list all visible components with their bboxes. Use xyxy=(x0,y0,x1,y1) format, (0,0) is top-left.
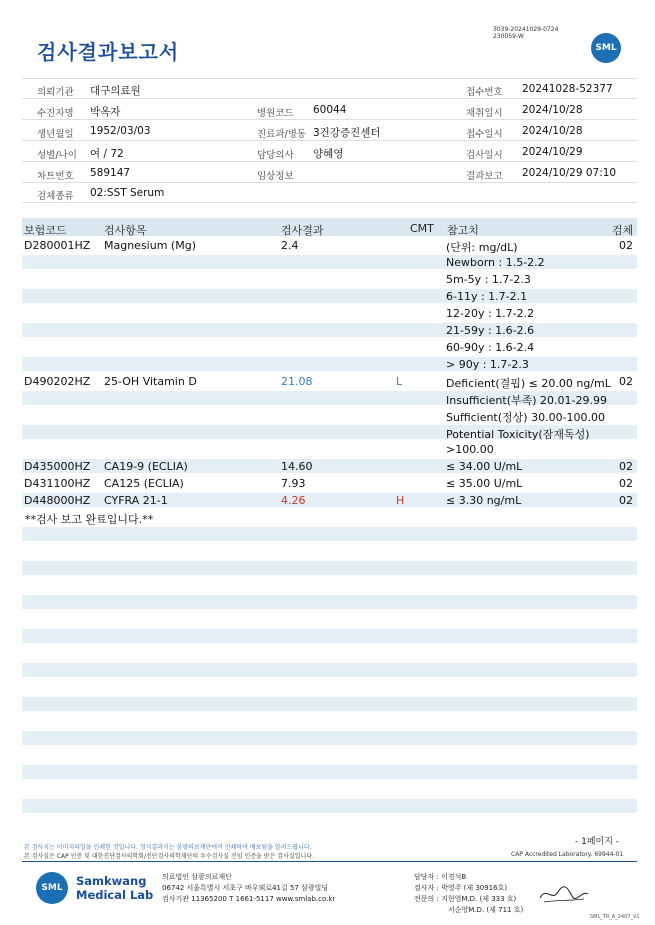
insurance-code-cell: D280001HZ xyxy=(24,239,91,252)
staff-specialist-1: 전문의 : 지현영M.D. (제 333 호) xyxy=(414,895,517,903)
report-title: 검사결과보고서 xyxy=(37,40,180,64)
specimen-cell: 02 xyxy=(619,239,633,252)
reference-cell: Insufficient(부족) 20.01-29.99 xyxy=(446,394,607,407)
form-code: SML_TR_A_2407_V1 xyxy=(590,914,640,920)
test-item-cell: CA19-9 (ECLIA) xyxy=(104,460,188,473)
brand-line2: Medical Lab xyxy=(76,888,154,902)
reference-cell: 5m-5y : 1.7-2.3 xyxy=(446,273,531,286)
empty-row-band xyxy=(22,561,637,575)
signature-icon xyxy=(538,882,590,906)
insurance-code-cell: D431100HZ xyxy=(24,477,91,490)
name-value: 박옥자 xyxy=(90,106,121,118)
footer-staff-block xyxy=(414,872,523,916)
empty-row-band xyxy=(22,629,637,643)
empty-row-band xyxy=(22,731,637,745)
document-number-line2: 230059-W xyxy=(493,33,524,40)
footer-address-block xyxy=(162,872,335,905)
chart-value: 589147 xyxy=(90,167,131,179)
reference-cell: Newborn : 1.5-2.2 xyxy=(446,256,545,269)
divider xyxy=(22,161,637,162)
specimen-value: 02:SST Serum xyxy=(90,187,165,199)
result-cell: 2.4 xyxy=(281,239,299,252)
header-reference: 참고치 xyxy=(447,224,479,237)
empty-row-band xyxy=(22,595,637,609)
specimen-label: 검체종류 xyxy=(37,191,74,202)
document-number xyxy=(493,26,558,40)
reference-cell: 60-90y : 1.6-2.4 xyxy=(446,341,535,354)
empty-row-band xyxy=(22,799,637,813)
insurance-code-cell: D448000HZ xyxy=(24,494,91,507)
row-band xyxy=(22,357,637,371)
staff-tester: 검사자 : 박영주 (제 30916호) xyxy=(414,884,508,892)
header-test-item: 검사항목 xyxy=(104,224,147,237)
staff-specialist-2: 서순영M.D. (제 711 호) xyxy=(448,906,524,914)
dob-label: 생년월일 xyxy=(37,129,74,140)
footer-brand xyxy=(76,874,153,902)
test-date-value: 2024/10/29 xyxy=(522,146,583,158)
page-number: - 1페이지 - xyxy=(575,837,620,847)
divider xyxy=(22,78,637,79)
reference-cell: 12-20y : 1.7-2.2 xyxy=(446,307,535,320)
reference-cell: 6-11y : 1.7-2.1 xyxy=(446,290,528,303)
result-cell: 21.08 xyxy=(281,375,313,388)
footer-divider xyxy=(22,861,637,862)
reference-cell: ≤ 35.00 U/mL xyxy=(446,477,523,490)
result-cell: 14.60 xyxy=(281,460,313,473)
reference-cell: > 90y : 1.7-2.3 xyxy=(446,358,529,371)
receipt-number-label: 접수번호 xyxy=(466,87,503,98)
document-number-line1: 3039-20241029-0724 xyxy=(493,26,559,33)
empty-row-band xyxy=(22,527,637,541)
doctor-value: 양혜영 xyxy=(313,148,344,160)
chart-label: 차트번호 xyxy=(37,171,74,182)
report-complete-note: **검사 보고 완료입니다.** xyxy=(25,513,154,526)
org-name: 의료법인 삼광의료재단 xyxy=(162,873,232,881)
result-cell: 7.93 xyxy=(281,477,306,490)
footer-sml-logo: SML xyxy=(36,872,68,904)
empty-row-band xyxy=(22,663,637,677)
sml-logo: SML xyxy=(591,33,621,63)
divider xyxy=(22,182,637,183)
divider xyxy=(22,202,637,203)
staff-manager: 담당자 : 이경석B xyxy=(414,873,467,881)
reference-cell: ≤ 34.00 U/mL xyxy=(446,460,523,473)
department-label: 진료과/병동 xyxy=(257,129,307,140)
receipt-number-value: 20241028-52377 xyxy=(522,83,613,95)
accreditation-notice: 본 검사실은 CAP 인증 및 대한진단검사의학회/진단검사의학재단의 우수검사실 신임 인증을 받은 검사실입니다. xyxy=(24,853,314,860)
row-band xyxy=(22,323,637,337)
test-item-cell: CYFRA 21-1 xyxy=(104,494,168,507)
org-address: 06742 서울특별시 서초구 바우뫼로41길 57 삼광빌딩 xyxy=(162,884,329,892)
specimen-cell: 02 xyxy=(619,477,633,490)
hospital-value: 대구의료원 xyxy=(90,85,141,97)
report-date-value: 2024/10/29 07:10 xyxy=(522,167,617,179)
specimen-cell: 02 xyxy=(619,375,633,388)
divider xyxy=(22,119,637,120)
cmt-flag-cell: H xyxy=(396,494,405,507)
header-insurance-code: 보험코드 xyxy=(24,224,67,237)
cmt-flag-cell: L xyxy=(396,375,403,388)
test-item-cell: 25-OH Vitamin D xyxy=(104,375,197,388)
result-cell: 4.26 xyxy=(281,494,306,507)
specimen-cell: 02 xyxy=(619,460,633,473)
receipt-date-value: 2024/10/28 xyxy=(522,125,583,137)
empty-row-band xyxy=(22,697,637,711)
reference-cell: (단위: mg/dL) xyxy=(446,241,518,254)
empty-row-band xyxy=(22,765,637,779)
row-band xyxy=(22,255,637,269)
hospital-code-value: 60044 xyxy=(313,104,347,116)
collection-date-label: 채취일시 xyxy=(466,108,503,119)
print-notice: 본 검사지는 이미지파일을 인쇄한 것입니다. 정식결과지는 삼광의료재단에서 인쇄하여 배포됨을 알려드립니다. xyxy=(24,844,312,851)
doctor-label: 담당의사 xyxy=(257,150,294,161)
cap-accreditation: CAP Accredited Laboratory. 69944-01 xyxy=(511,851,624,858)
reference-cell: Potential Toxicity(잠재독성) xyxy=(446,428,590,441)
insurance-code-cell: D435000HZ xyxy=(24,460,91,473)
dob-value: 1952/03/03 xyxy=(90,125,151,137)
divider xyxy=(22,140,637,141)
row-band xyxy=(22,289,637,303)
clinical-info-label: 임상정보 xyxy=(257,171,294,182)
divider xyxy=(22,98,637,99)
collection-date-value: 2024/10/28 xyxy=(522,104,583,116)
name-label: 수진자명 xyxy=(37,108,74,119)
test-date-label: 검사일시 xyxy=(466,150,503,161)
report-date-label: 결과보고 xyxy=(466,171,503,182)
reference-cell: 21-59y : 1.6-2.6 xyxy=(446,324,535,337)
insurance-code-cell: D490202HZ xyxy=(24,375,91,388)
reference-cell: Sufficient(정상) 30.00-100.00 xyxy=(446,411,606,424)
hospital-label: 의뢰기관 xyxy=(37,87,74,98)
reference-cell: Deficient(결핍) ≤ 20.00 ng/mL xyxy=(446,377,611,390)
test-item-cell: CA125 (ECLIA) xyxy=(104,477,184,490)
test-item-cell: Magnesium (Mg) xyxy=(104,239,196,252)
header-specimen: 검체 xyxy=(612,224,634,237)
hospital-code-label: 병원코드 xyxy=(257,108,294,119)
org-contact: 검사기관 11365200 T 1661-5117 www.smlab.co.kr xyxy=(162,895,336,903)
reference-cell: >100.00 xyxy=(446,443,494,456)
receipt-date-label: 접수일시 xyxy=(466,129,503,140)
department-value: 3건강증진센터 xyxy=(313,127,381,139)
header-result: 검사결과 xyxy=(281,224,324,237)
header-cmt: CMT xyxy=(410,222,434,235)
brand-line1: Samkwang xyxy=(76,874,147,888)
specimen-cell: 02 xyxy=(619,494,633,507)
reference-cell: ≤ 3.30 ng/mL xyxy=(446,494,522,507)
sex-age-label: 성별/나이 xyxy=(37,150,77,161)
sex-age-value: 여 / 72 xyxy=(90,148,124,160)
